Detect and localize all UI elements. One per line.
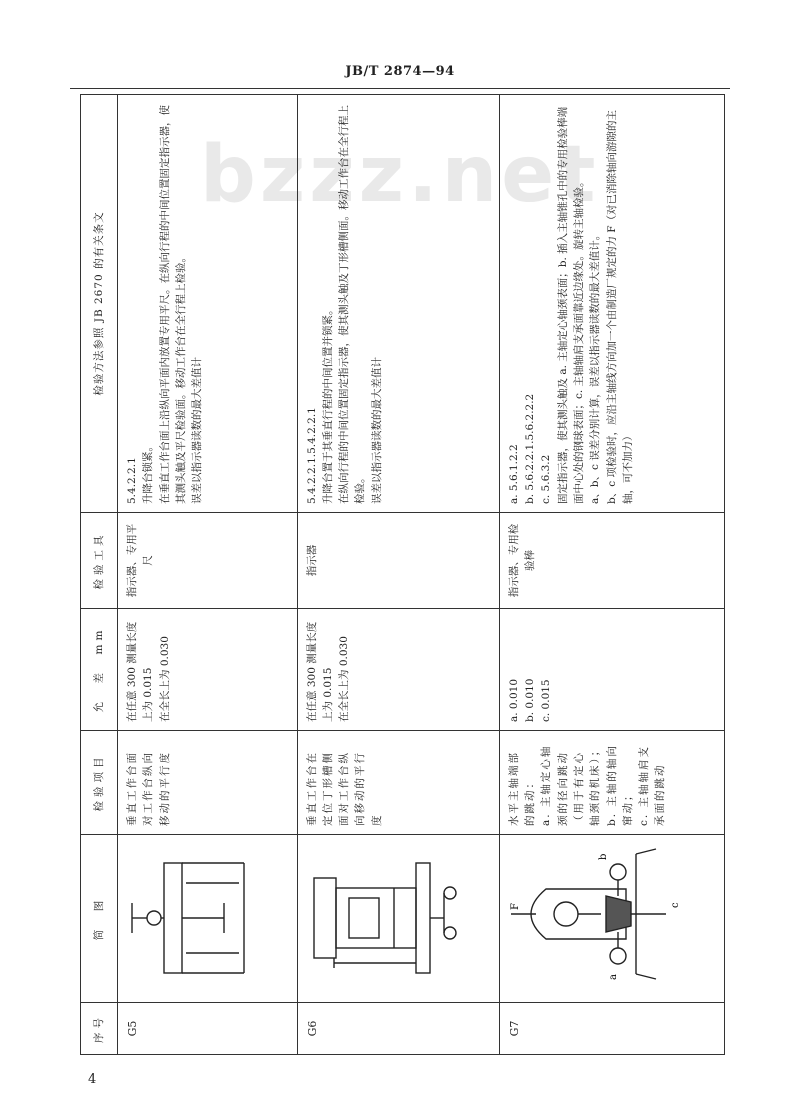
col-header-tools: 检验工具 (81, 513, 118, 609)
table-header-row (81, 95, 118, 1055)
col-header-method: 检验方法参照 JB 2670 的有关条文 (81, 95, 118, 513)
col-header-tolerance: 允 差 mm (81, 609, 118, 731)
row-number: G6 (297, 1003, 499, 1055)
inspection-method: a. 5.6.1.2.2 b. 5.6.2.2.1.5.6.2.2.2 c. 5.6.3.2 固定指示器，使其测头触及 a. 主轴定心轴颈表面；b. 插入主轴锥孔中的专用检验棒端面中心处的钢球表面；c. 主轴轴肩支承面靠近边缘处。旋转主轴检验。 a、b、c 误差分别计算，误差以指示器读数的最大差值计。 b、c 项检验时，应沿主轴线方向加一个由制造厂规定的力 F（对已消除轴向游隙的主轴，可不加力） (499, 95, 724, 513)
inspection-tools: 指示器、专用检验棒 (499, 513, 724, 609)
table-row (499, 95, 724, 1055)
page-number: 4 (88, 1072, 97, 1087)
g7-label-c: c (669, 902, 681, 908)
tolerance: a. 0.010 b. 0.010 c. 0.015 (499, 609, 724, 731)
tolerance: 在任意 300 测量长度上为 0.015 在全长上为 0.030 (297, 609, 499, 731)
rotated-spec-table (80, 95, 725, 1055)
col-header-item: 检验项目 (81, 731, 118, 835)
g6-sketch (304, 844, 464, 994)
inspection-item: 垂直工作台在定位丁形槽侧面对工作台纵向移动的平行度 (297, 731, 499, 835)
inspection-table (80, 94, 725, 1055)
inspection-tools: 指示器 (297, 513, 499, 609)
row-number: G7 (499, 1003, 724, 1055)
g7-sketch (506, 834, 686, 994)
diagram-g7 (499, 835, 724, 1003)
inspection-method: 5.4.2.2.1 升降台锁紧。 在垂直工作台面上沿纵向平面内放置专用平尺。在纵向行程的中间位置固定指示器，使其测头触及平尺检验面。移动工作台在全行程上检验。 误差以指示器读数的最大差值计 (118, 95, 298, 513)
table-row (297, 95, 499, 1055)
inspection-method: 5.4.2.2.1.5.4.2.2.1 升降台置于其垂直行程的中间位置并锁紧。 在纵向行程的中间位置固定指示器，使其测头触及丁形槽侧面。移动工作台在全行程上检验。 误差以指示器读数的最大差值计 (297, 95, 499, 513)
g7-label-force: F (509, 903, 521, 910)
header-rule (70, 88, 730, 89)
watermark: bzzz.net (200, 130, 600, 220)
col-header-no: 序号 (81, 1003, 118, 1055)
col-header-figure: 简 图 (81, 835, 118, 1003)
g5-sketch (124, 844, 264, 994)
inspection-item: 水平主轴端部的跳动： a. 主轴定心轴颈的径向跳动（用于有定心轴颈的机床）； b. 主轴的轴向窜动； c. 主轴轴肩支承面的跳动 (499, 731, 724, 835)
inspection-item: 垂直工作台面对工作台纵向移动的平行度 (118, 731, 298, 835)
tolerance: 在任意 300 测量长度上为 0.015 在全长上为 0.030 (118, 609, 298, 731)
inspection-tools: 指示器、专用平尺 (118, 513, 298, 609)
g7-label-b: b (597, 853, 609, 860)
diagram-g6 (297, 835, 499, 1003)
table-row (118, 95, 298, 1055)
document-header: JB/T 2874—94 (345, 64, 455, 79)
row-number: G5 (118, 1003, 298, 1055)
g7-label-a: a (607, 974, 619, 980)
diagram-g5 (118, 835, 298, 1003)
